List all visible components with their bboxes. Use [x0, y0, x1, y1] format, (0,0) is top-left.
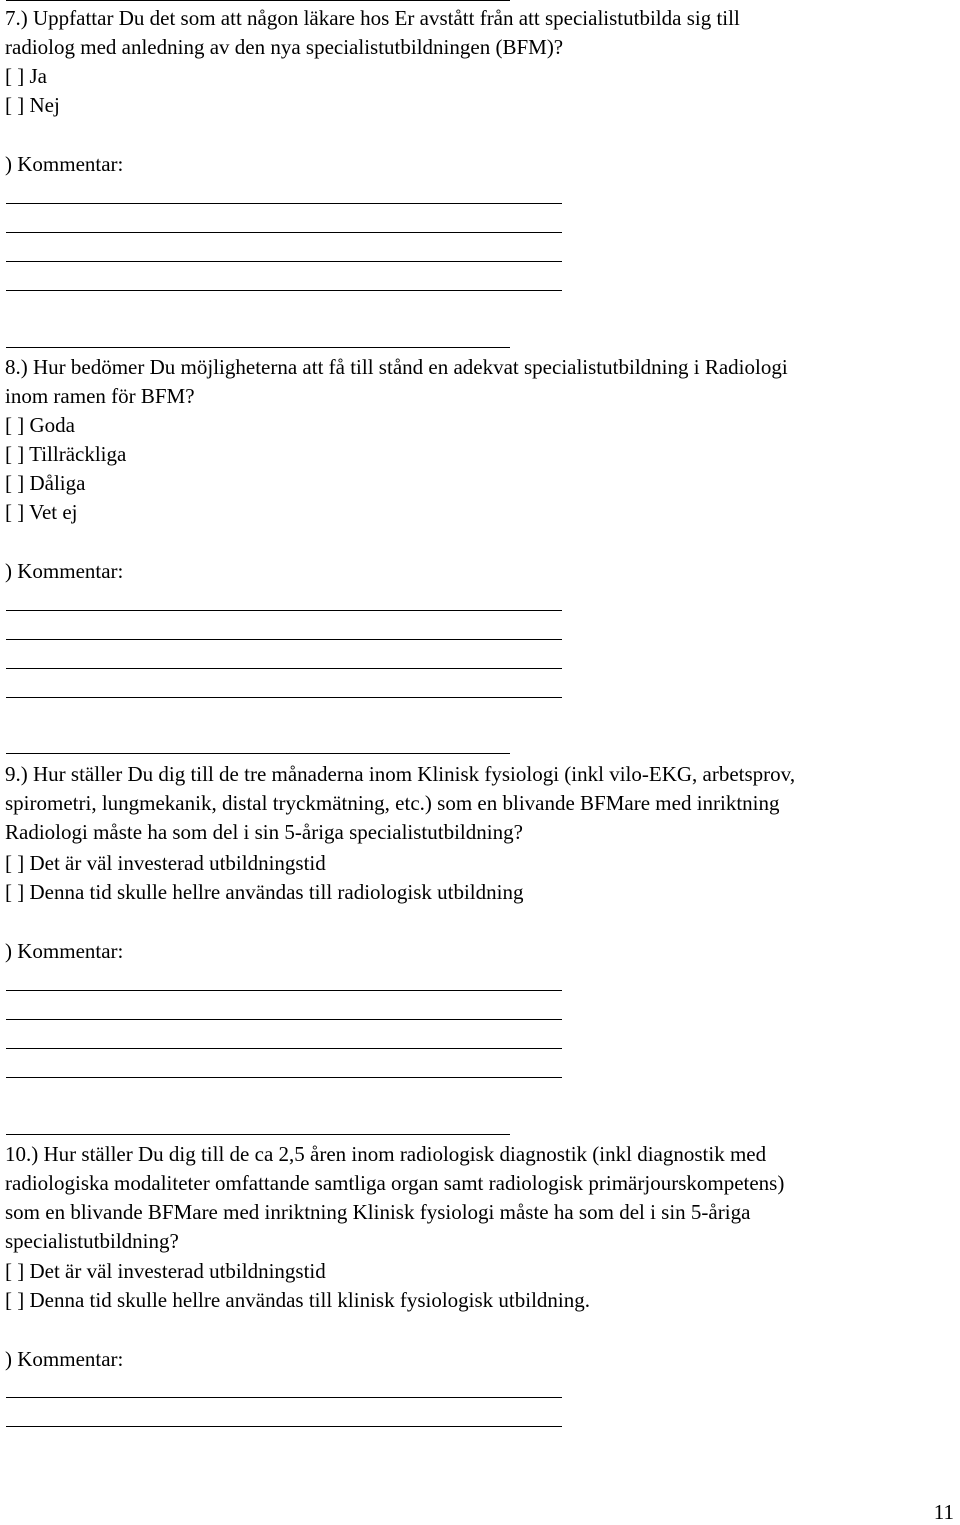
question-9-line-1: 9.) Hur ställer Du dig till de tre månaderna inom Klinisk fysiologi (inkl vilo-EKG, arbetsprov,: [5, 762, 796, 786]
question-separator: [6, 753, 510, 754]
question-9-line-2: spirometri, lungmekanik, distal tryckmätning, etc.) som en blivande BFMare med inriktning: [5, 791, 780, 815]
question-10-line-4: specialistutbildning?: [5, 1229, 179, 1253]
question-9: [5, 760, 955, 847]
comment-label: ) Kommentar:: [5, 152, 124, 176]
comment-line[interactable]: [6, 1426, 562, 1427]
comment-line[interactable]: [6, 697, 562, 698]
option-tillrackliga[interactable]: [ ] Tillräckliga: [5, 442, 127, 466]
comment-label: ) Kommentar:: [5, 939, 124, 963]
option-investerad-tid[interactable]: [ ] Det är väl investerad utbildningstid: [5, 1259, 326, 1283]
option-daliga[interactable]: [ ] Dåliga: [5, 471, 86, 495]
comment-line[interactable]: [6, 1077, 562, 1078]
question-separator: [6, 1134, 510, 1135]
comment-line[interactable]: [6, 1019, 562, 1020]
comment-line[interactable]: [6, 610, 562, 611]
option-vet-ej[interactable]: [ ] Vet ej: [5, 500, 78, 524]
comment-line[interactable]: [6, 290, 562, 291]
option-goda[interactable]: [ ] Goda: [5, 413, 75, 437]
option-investerad-tid[interactable]: [ ] Det är väl investerad utbildningstid: [5, 851, 326, 875]
question-8-line-1: 8.) Hur bedömer Du möjligheterna att få till stånd en adekvat specialistutbildning i Radiologi: [5, 355, 788, 379]
comment-line[interactable]: [6, 232, 562, 233]
option-ja[interactable]: [ ] Ja: [5, 64, 47, 88]
question-7-line-1: 7.) Uppfattar Du det som att någon läkare hos Er avstått från att specialistutbilda sig till: [5, 6, 740, 30]
option-klinisk-fysiologisk-utbildning[interactable]: [ ] Denna tid skulle hellre användas till klinisk fysiologisk utbildning.: [5, 1288, 591, 1312]
comment-label: ) Kommentar:: [5, 559, 124, 583]
comment-line[interactable]: [6, 203, 562, 204]
question-8-line-2: inom ramen för BFM?: [5, 384, 195, 408]
option-radiologisk-utbildning[interactable]: [ ] Denna tid skulle hellre användas till radiologisk utbildning: [5, 880, 524, 904]
question-separator: [6, 0, 510, 1]
question-separator: [6, 347, 510, 348]
question-7-line-2: radiolog med anledning av den nya specialistutbildningen (BFM)?: [5, 35, 564, 59]
comment-line[interactable]: [6, 1048, 562, 1049]
comment-label: ) Kommentar:: [5, 1347, 124, 1371]
question-10: [5, 1140, 955, 1256]
question-10-line-3: som en blivande BFMare med inriktning Klinisk fysiologi måste ha som del i sin 5-åriga: [5, 1200, 751, 1224]
page-number: 11: [933, 1500, 954, 1524]
comment-line[interactable]: [6, 639, 562, 640]
question-10-line-1: 10.) Hur ställer Du dig till de ca 2,5 åren inom radiologisk diagnostik (inkl diagnostik med: [5, 1142, 767, 1166]
option-nej[interactable]: [ ] Nej: [5, 93, 60, 117]
question-7: [5, 4, 955, 62]
question-8: [5, 353, 955, 411]
comment-line[interactable]: [6, 668, 562, 669]
comment-line[interactable]: [6, 1397, 562, 1398]
question-9-line-3: Radiologi måste ha som del i sin 5-åriga specialistutbildning?: [5, 820, 523, 844]
comment-line[interactable]: [6, 261, 562, 262]
comment-line[interactable]: [6, 990, 562, 991]
question-10-line-2: radiologiska modaliteter omfattande samtliga organ samt radiologisk primärjourskompetens): [5, 1171, 785, 1195]
